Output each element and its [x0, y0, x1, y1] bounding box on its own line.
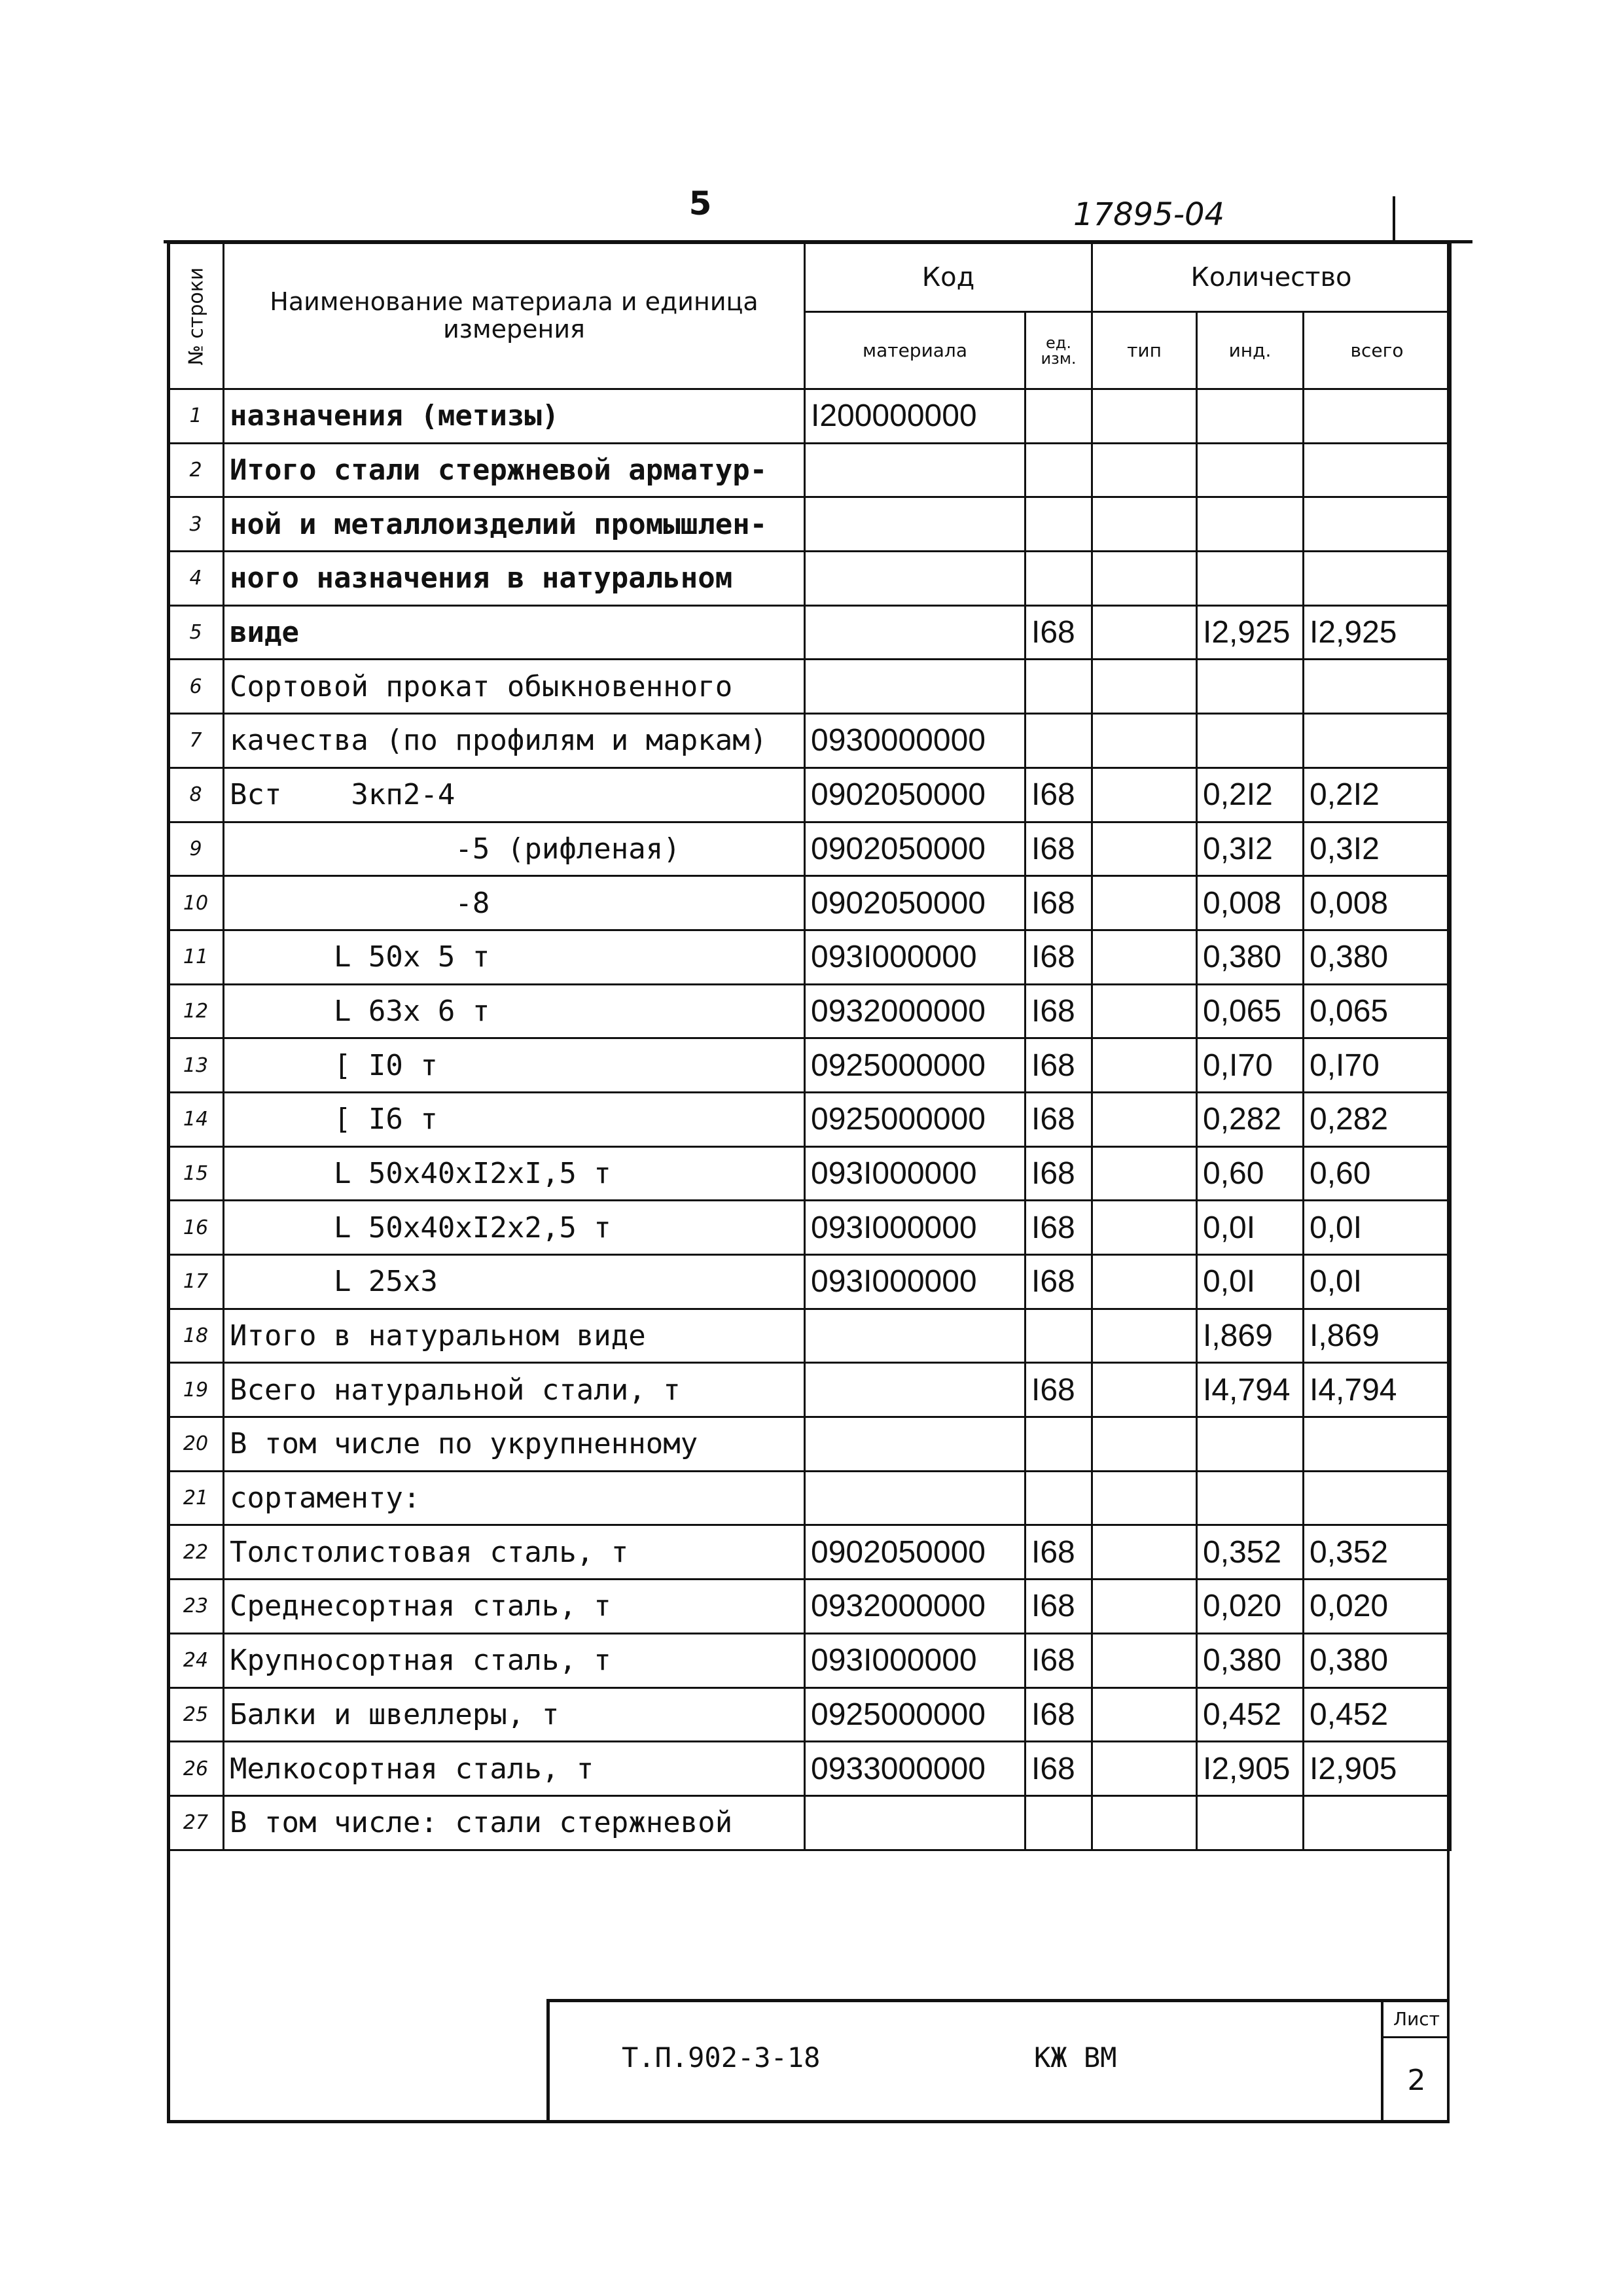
unit-code: I68 — [1026, 1525, 1092, 1580]
sheet-number: 2 — [1407, 2064, 1426, 2097]
qty-ind: 0,I70 — [1197, 1038, 1304, 1093]
qty-total: 0,0I — [1304, 1201, 1451, 1255]
header-qty-type: тип — [1092, 312, 1197, 389]
unit-code: I68 — [1026, 822, 1092, 876]
document-number: 17895-04 — [1073, 196, 1225, 233]
unit-code: I68 — [1026, 768, 1092, 822]
qty-total: 0,452 — [1304, 1687, 1451, 1742]
row-number: 15 — [168, 1146, 224, 1201]
qty-total: 0,282 — [1304, 1092, 1451, 1146]
material-code: I200000000 — [805, 389, 1026, 444]
table-row — [168, 660, 1451, 714]
material-code: 093I000000 — [805, 1633, 1026, 1687]
material-name: Сортовой прокат обыкновенного — [224, 660, 805, 714]
table-row — [168, 1417, 1451, 1472]
qty-ind — [1197, 714, 1304, 768]
material-code: 0902050000 — [805, 1525, 1026, 1580]
qty-type — [1092, 1795, 1197, 1850]
qty-ind: I4,794 — [1197, 1363, 1304, 1417]
row-number: 3 — [168, 497, 224, 552]
row-number: 16 — [168, 1201, 224, 1255]
qty-type — [1092, 1309, 1197, 1363]
qty-total: 0,2I2 — [1304, 768, 1451, 822]
qty-total — [1304, 497, 1451, 552]
material-code: 0925000000 — [805, 1038, 1026, 1093]
qty-type — [1092, 1417, 1197, 1472]
row-number: 25 — [168, 1687, 224, 1742]
material-name: Крупносортная сталь, т — [224, 1633, 805, 1687]
material-code — [805, 1309, 1026, 1363]
qty-type — [1092, 1146, 1197, 1201]
page-number: 5 — [688, 185, 712, 222]
qty-ind: 0,0I — [1197, 1255, 1304, 1309]
table-row — [168, 1795, 1451, 1850]
row-number: 12 — [168, 984, 224, 1038]
qty-type — [1092, 497, 1197, 552]
table-row — [168, 1742, 1451, 1796]
material-name: ной и металлоизделий промышлен- — [224, 497, 805, 552]
material-name: Среднесортная сталь, т — [224, 1580, 805, 1634]
qty-ind: 0,452 — [1197, 1687, 1304, 1742]
unit-code: I68 — [1026, 1742, 1092, 1796]
material-name: L 25x3 — [224, 1255, 805, 1309]
title-block-mark: КЖ ВМ — [1034, 2041, 1117, 2074]
qty-type — [1092, 1633, 1197, 1687]
row-number: 6 — [168, 660, 224, 714]
qty-total — [1304, 552, 1451, 606]
material-code — [805, 443, 1026, 497]
material-code: 0902050000 — [805, 768, 1026, 822]
qty-total: I2,905 — [1304, 1742, 1451, 1796]
qty-ind — [1197, 1795, 1304, 1850]
table-row — [168, 876, 1451, 930]
material-name: [ I6 т — [224, 1092, 805, 1146]
material-name: качества (по профилям и маркам) — [224, 714, 805, 768]
unit-code: I68 — [1026, 1255, 1092, 1309]
qty-total: I2,925 — [1304, 605, 1451, 660]
qty-ind: 0,008 — [1197, 876, 1304, 930]
qty-total: 0,60 — [1304, 1146, 1451, 1201]
material-name: В том числе по укрупненному — [224, 1417, 805, 1472]
qty-type — [1092, 768, 1197, 822]
material-code: 093I000000 — [805, 1146, 1026, 1201]
header-code: Код — [805, 243, 1092, 312]
qty-type — [1092, 1092, 1197, 1146]
table-row — [168, 1471, 1451, 1525]
qty-total: 0,008 — [1304, 876, 1451, 930]
material-name: L 50x 5 т — [224, 930, 805, 984]
header-quantity: Количество — [1092, 243, 1451, 312]
unit-code: I68 — [1026, 984, 1092, 1038]
material-code — [805, 497, 1026, 552]
qty-ind: 0,065 — [1197, 984, 1304, 1038]
material-name: В том числе: стали стержневой — [224, 1795, 805, 1850]
material-code: 0932000000 — [805, 984, 1026, 1038]
material-name: L 63x 6 т — [224, 984, 805, 1038]
qty-type — [1092, 389, 1197, 444]
table-row — [168, 1580, 1451, 1634]
header-row-number: № строки — [168, 243, 224, 389]
material-code: 0902050000 — [805, 876, 1026, 930]
qty-total — [1304, 389, 1451, 444]
qty-ind: 0,282 — [1197, 1092, 1304, 1146]
header-qty-total: всего — [1304, 312, 1451, 389]
qty-total — [1304, 443, 1451, 497]
row-number: 8 — [168, 768, 224, 822]
unit-code: I68 — [1026, 1687, 1092, 1742]
material-name: -8 — [224, 876, 805, 930]
qty-ind: 0,2I2 — [1197, 768, 1304, 822]
qty-ind — [1197, 660, 1304, 714]
material-code: 0925000000 — [805, 1092, 1026, 1146]
table-row — [168, 1525, 1451, 1580]
qty-ind: 0,0I — [1197, 1201, 1304, 1255]
qty-type — [1092, 443, 1197, 497]
table-row — [168, 1633, 1451, 1687]
table-row — [168, 1363, 1451, 1417]
table-row — [168, 930, 1451, 984]
material-code: 0930000000 — [805, 714, 1026, 768]
row-number: 26 — [168, 1742, 224, 1796]
unit-code — [1026, 660, 1092, 714]
qty-total: 0,I70 — [1304, 1038, 1451, 1093]
qty-type — [1092, 714, 1197, 768]
qty-total — [1304, 660, 1451, 714]
table-row — [168, 1092, 1451, 1146]
row-number: 10 — [168, 876, 224, 930]
unit-code — [1026, 1795, 1092, 1850]
qty-total: 0,065 — [1304, 984, 1451, 1038]
material-name: L 50x40xI2xI,5 т — [224, 1146, 805, 1201]
qty-ind: 0,3I2 — [1197, 822, 1304, 876]
unit-code — [1026, 714, 1092, 768]
material-code — [805, 1363, 1026, 1417]
qty-ind: 0,380 — [1197, 930, 1304, 984]
sheet-label: Лист — [1383, 2002, 1450, 2038]
material-name: Итого стали стержневой арматур- — [224, 443, 805, 497]
table-row — [168, 1309, 1451, 1363]
qty-ind: 0,60 — [1197, 1146, 1304, 1201]
material-code — [805, 1471, 1026, 1525]
row-number: 19 — [168, 1363, 224, 1417]
qty-type — [1092, 1201, 1197, 1255]
qty-ind — [1197, 497, 1304, 552]
unit-code: I68 — [1026, 1580, 1092, 1634]
table-row — [168, 1146, 1451, 1201]
unit-code — [1026, 552, 1092, 606]
unit-code: I68 — [1026, 930, 1092, 984]
row-number: 17 — [168, 1255, 224, 1309]
material-code — [805, 660, 1026, 714]
qty-total: 0,352 — [1304, 1525, 1451, 1580]
qty-type — [1092, 930, 1197, 984]
material-name: Балки и швеллеры, т — [224, 1687, 805, 1742]
qty-total: 0,0I — [1304, 1255, 1451, 1309]
table-row — [168, 605, 1451, 660]
header-qty-ind: инд. — [1197, 312, 1304, 389]
table-body — [168, 389, 1451, 1850]
material-code: 0932000000 — [805, 1580, 1026, 1634]
qty-type — [1092, 822, 1197, 876]
material-code — [805, 1795, 1026, 1850]
unit-code — [1026, 443, 1092, 497]
material-code — [805, 605, 1026, 660]
unit-code: I68 — [1026, 605, 1092, 660]
material-code: 093I000000 — [805, 930, 1026, 984]
qty-ind — [1197, 389, 1304, 444]
unit-code — [1026, 497, 1092, 552]
row-number: 18 — [168, 1309, 224, 1363]
qty-type — [1092, 1038, 1197, 1093]
table-row — [168, 552, 1451, 606]
row-number: 24 — [168, 1633, 224, 1687]
table-row — [168, 443, 1451, 497]
qty-total: I,869 — [1304, 1309, 1451, 1363]
qty-ind — [1197, 1471, 1304, 1525]
qty-total: 0,380 — [1304, 1633, 1451, 1687]
title-block — [546, 1999, 1450, 2123]
material-name: ного назначения в натуральном — [224, 552, 805, 606]
qty-type — [1092, 1525, 1197, 1580]
material-name: Всего натуральной стали, т — [224, 1363, 805, 1417]
qty-total — [1304, 1417, 1451, 1472]
material-name: L 50x40xI2x2,5 т — [224, 1201, 805, 1255]
unit-code: I68 — [1026, 876, 1092, 930]
row-number: 13 — [168, 1038, 224, 1093]
qty-ind: I,869 — [1197, 1309, 1304, 1363]
qty-type — [1092, 984, 1197, 1038]
qty-total — [1304, 1471, 1451, 1525]
qty-type — [1092, 1580, 1197, 1634]
qty-ind — [1197, 552, 1304, 606]
table-row — [168, 1201, 1451, 1255]
material-code: 093I000000 — [805, 1201, 1026, 1255]
qty-ind: 0,020 — [1197, 1580, 1304, 1634]
qty-ind — [1197, 1417, 1304, 1472]
material-code — [805, 1417, 1026, 1472]
unit-code — [1026, 1471, 1092, 1525]
qty-total: 0,380 — [1304, 930, 1451, 984]
unit-code: I68 — [1026, 1363, 1092, 1417]
material-code — [805, 552, 1026, 606]
unit-code — [1026, 1309, 1092, 1363]
qty-type — [1092, 1255, 1197, 1309]
header-code-material: материала — [805, 312, 1026, 389]
table-row — [168, 1255, 1451, 1309]
table-row — [168, 389, 1451, 444]
qty-type — [1092, 1687, 1197, 1742]
material-code: 093I000000 — [805, 1255, 1026, 1309]
row-number: 2 — [168, 443, 224, 497]
unit-code — [1026, 389, 1092, 444]
row-number: 27 — [168, 1795, 224, 1850]
row-number: 21 — [168, 1471, 224, 1525]
material-name: -5 (рифленая) — [224, 822, 805, 876]
header-code-unit: ед. изм. — [1026, 312, 1092, 389]
row-number: 4 — [168, 552, 224, 606]
qty-type — [1092, 605, 1197, 660]
table-row — [168, 768, 1451, 822]
title-block-doc-code: Т.П.902-3-18 — [622, 2041, 821, 2074]
row-number: 9 — [168, 822, 224, 876]
material-name: Мелкосортная сталь, т — [224, 1742, 805, 1796]
material-name: сортаменту: — [224, 1471, 805, 1525]
material-code: 0925000000 — [805, 1687, 1026, 1742]
row-number: 23 — [168, 1580, 224, 1634]
row-number: 11 — [168, 930, 224, 984]
material-name: Итого в натуральном виде — [224, 1309, 805, 1363]
table-row — [168, 1038, 1451, 1093]
qty-type — [1092, 876, 1197, 930]
qty-total — [1304, 714, 1451, 768]
material-name: Вст 3кп2-4 — [224, 768, 805, 822]
table-row — [168, 822, 1451, 876]
unit-code — [1026, 1417, 1092, 1472]
top-tick-mark — [1393, 196, 1395, 242]
table-row — [168, 714, 1451, 768]
table-row — [168, 984, 1451, 1038]
qty-ind: I2,925 — [1197, 605, 1304, 660]
qty-type — [1092, 552, 1197, 606]
materials-table — [167, 242, 1452, 1851]
qty-type — [1092, 1471, 1197, 1525]
material-code: 0902050000 — [805, 822, 1026, 876]
row-number: 14 — [168, 1092, 224, 1146]
material-name: назначения (метизы) — [224, 389, 805, 444]
material-code: 0933000000 — [805, 1742, 1026, 1796]
qty-type — [1092, 1363, 1197, 1417]
material-name: [ I0 т — [224, 1038, 805, 1093]
material-name: виде — [224, 605, 805, 660]
table-row — [168, 497, 1451, 552]
unit-code: I68 — [1026, 1092, 1092, 1146]
qty-ind: 0,352 — [1197, 1525, 1304, 1580]
unit-code: I68 — [1026, 1201, 1092, 1255]
qty-total: 0,3I2 — [1304, 822, 1451, 876]
row-number: 1 — [168, 389, 224, 444]
qty-total: I4,794 — [1304, 1363, 1451, 1417]
row-number: 20 — [168, 1417, 224, 1472]
unit-code: I68 — [1026, 1038, 1092, 1093]
material-name: Толстолистовая сталь, т — [224, 1525, 805, 1580]
qty-total: 0,020 — [1304, 1580, 1451, 1634]
unit-code: I68 — [1026, 1146, 1092, 1201]
header-material-name: Наименование материала и единица измерения — [224, 243, 805, 389]
row-number: 22 — [168, 1525, 224, 1580]
qty-ind: 0,380 — [1197, 1633, 1304, 1687]
sheet-box — [1381, 2002, 1450, 2123]
unit-code: I68 — [1026, 1633, 1092, 1687]
qty-total — [1304, 1795, 1451, 1850]
table-row — [168, 1687, 1451, 1742]
row-number: 5 — [168, 605, 224, 660]
row-number: 7 — [168, 714, 224, 768]
qty-type — [1092, 660, 1197, 714]
qty-ind — [1197, 443, 1304, 497]
qty-ind: I2,905 — [1197, 1742, 1304, 1796]
qty-type — [1092, 1742, 1197, 1796]
